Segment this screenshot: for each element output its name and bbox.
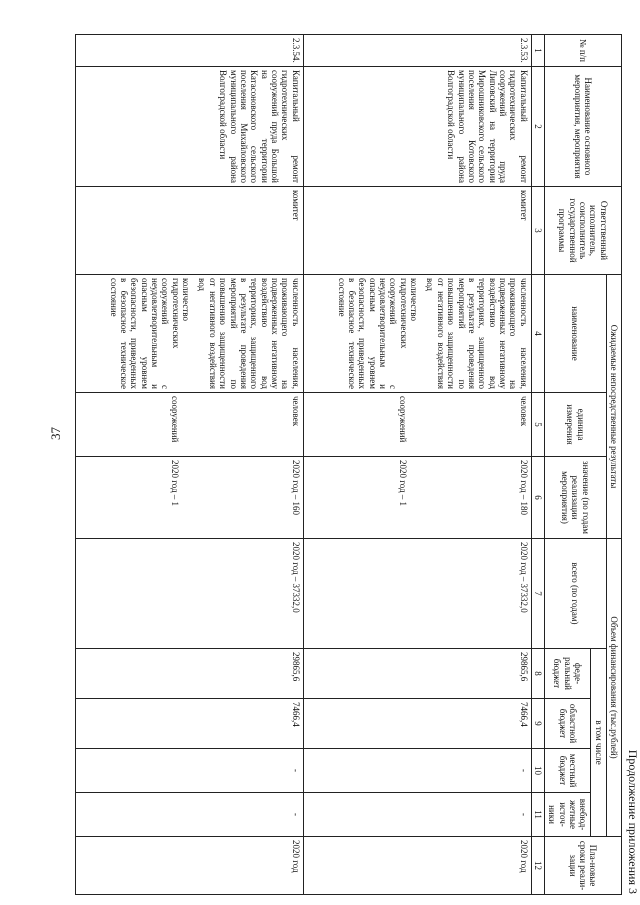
row-results <box>75 275 303 393</box>
result-2-unit: сооружений <box>398 396 409 443</box>
row-fin-total: 2020 год – 37332,0 <box>75 539 303 649</box>
header-fin-local: местный бюджет <box>544 749 590 793</box>
row-deadline: 2020 год <box>303 837 531 895</box>
row-values <box>303 457 531 539</box>
header-fin-extra: внебюд-жетные источ-ники <box>544 793 590 837</box>
result-2-value: 2020 год – 1 <box>398 460 409 507</box>
row-fin-local: - <box>75 749 303 793</box>
header-no: № п/п <box>544 35 621 67</box>
col-num: 7 <box>531 539 544 649</box>
column-number-row <box>531 35 544 895</box>
col-num: 4 <box>531 275 544 393</box>
row-units <box>303 393 531 457</box>
header-results: Ожидаемые непосредственные результаты <box>606 275 621 539</box>
col-num: 12 <box>531 837 544 895</box>
col-num: 1 <box>531 35 544 67</box>
program-table <box>75 34 622 895</box>
result-2-unit: сооружений <box>170 396 181 443</box>
row-executor: комитет <box>303 187 531 275</box>
header-result-value: значение (по годам реализации мероприятия) <box>544 457 606 539</box>
result-1-value: 2020 год – 180 <box>518 460 529 516</box>
row-values <box>75 457 303 539</box>
row-executor: комитет <box>75 187 303 275</box>
header-fin-total: всего (по годам) <box>544 539 606 649</box>
result-1-value: 2020 год – 160 <box>290 460 301 516</box>
row-fin-regional: 7466,4 <box>303 699 531 749</box>
header-name: Наименование основного мероприятия, мероприятия <box>544 67 621 187</box>
row-results <box>303 275 531 393</box>
header-fin-incl: в том числе <box>591 649 606 837</box>
row-number: 2.3.54. <box>75 35 303 67</box>
header-result-name: наименование <box>544 275 606 393</box>
col-num: 3 <box>531 187 544 275</box>
header-result-unit: единица измерения <box>544 393 606 457</box>
col-num: 9 <box>531 699 544 749</box>
row-deadline: 2020 год <box>75 837 303 895</box>
header-fin-federal: феде-ральный бюджет <box>544 649 590 699</box>
row-fin-regional: 7466,4 <box>75 699 303 749</box>
result-1-unit: человек <box>290 396 301 427</box>
row-number: 2.3.53. <box>303 35 531 67</box>
continuation-title: Продолжение приложения 3 <box>626 749 640 894</box>
rotated-table-page <box>40 34 640 894</box>
col-num: 8 <box>531 649 544 699</box>
result-1-name: численность населения, проживающего на подверженных негативному воздействию вод территориях, защищенного в результате проведения мероприятий по повышению защищенности от негативного воздействия вод <box>197 278 301 389</box>
header-financing: Объем финансирования (тыс.рублей) <box>606 539 621 837</box>
page-number: 37 <box>48 427 63 440</box>
row-fin-local: - <box>303 749 531 793</box>
table-row <box>75 35 303 895</box>
result-1-unit: человек <box>518 396 529 427</box>
col-num: 10 <box>531 749 544 793</box>
row-units <box>75 393 303 457</box>
header-fin-regional: областной бюджет <box>544 699 590 749</box>
result-2-name: количество гидротехнических сооружений с неудовлетворительным и опасным уровнем безопасности, приведенных в безопасное техническое состояние <box>336 278 420 389</box>
row-name: Капитальный ремонт гидротехнических сооружений пруда Липовский на территории Мирошниковского сельского поселения Котовского муниципального района Волгоградской области <box>303 67 531 187</box>
header-executor: Ответственный исполнитель, соисполнитель государственной программы <box>544 187 621 275</box>
table-row <box>303 35 531 895</box>
row-fin-total: 2020 год – 37332,0 <box>303 539 531 649</box>
row-fin-federal: 29865,6 <box>75 649 303 699</box>
header-deadline: Пла-новые сроки реали-зации <box>544 837 621 895</box>
result-1-name: численность населения, проживающего на подверженных негативному воздействию вод территориях, защищенного в результате проведения мероприятий по повышению защищенности от негативного воздействия вод <box>425 278 529 389</box>
col-num: 2 <box>531 67 544 187</box>
col-num: 11 <box>531 793 544 837</box>
col-num: 6 <box>531 457 544 539</box>
row-fin-extra: - <box>75 793 303 837</box>
result-2-value: 2020 год – 1 <box>170 460 181 507</box>
row-name: Капитальный ремонт гидротехнических сооружений пруда Большой на территории Катасоновского сельского поселения Михайловского муниципального района Волгоградской области <box>75 67 303 187</box>
result-2-name: количество гидротехнических сооружений с неудовлетворительным и опасным уровнем безопасности, приведенных в безопасное техническое состояние <box>108 278 192 389</box>
col-num: 5 <box>531 393 544 457</box>
row-fin-extra: - <box>303 793 531 837</box>
row-fin-federal: 29865,6 <box>303 649 531 699</box>
